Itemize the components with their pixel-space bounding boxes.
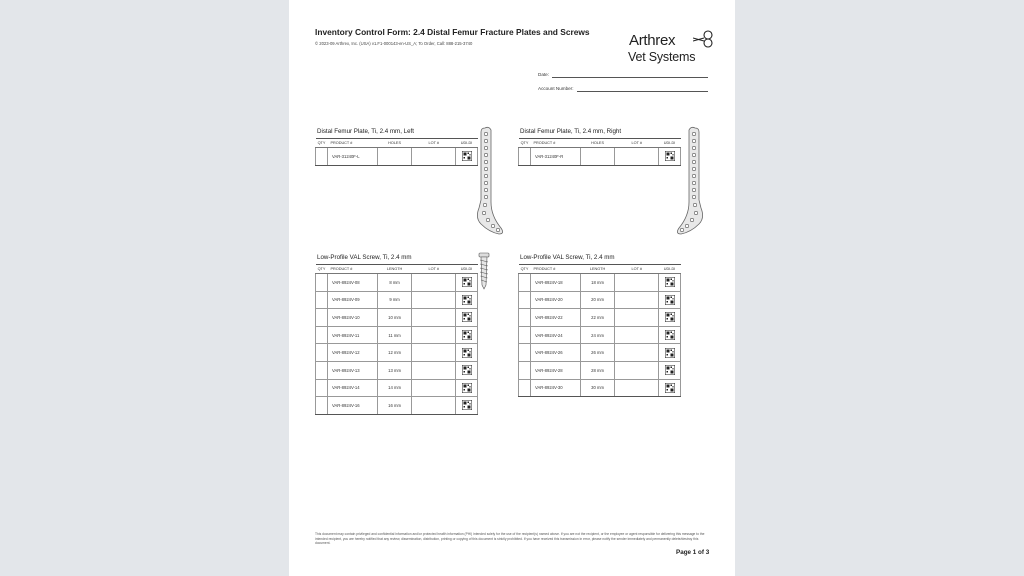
qty-input-cell[interactable] — [519, 361, 531, 379]
table-row — [316, 274, 478, 292]
product-number: VAR-31240F-R — [530, 148, 580, 166]
lot-input-cell[interactable] — [412, 309, 456, 327]
lot-input-cell[interactable] — [615, 148, 659, 166]
logo-wordmark: Arthrex — [629, 32, 676, 49]
lot-header: LOT # — [615, 139, 659, 148]
document-page — [289, 0, 735, 576]
qr-code-icon — [665, 312, 675, 322]
confidentiality-notice: This document may contain privileged and confidential information and/or protected health information (PHI) intended solely for the use of the recipient(s) named above. If you are not the recipient, or the employee or agent responsible for delivering this message to the intended recipient, you are hereby notified that any review, dissemination, distribution, printing or copying of this document is strictly prohibited. If you have received this transmission in error, please notify the sender immediately and permanently delete/destroy this document. — [315, 532, 705, 546]
table-row — [519, 291, 681, 309]
qr-code-icon — [462, 365, 472, 375]
length-cell: 14 mm — [377, 379, 412, 397]
length-cell: 26 mm — [580, 344, 615, 362]
qty-input-cell[interactable] — [316, 397, 328, 415]
section-title-plate-right: Distal Femur Plate, Ti, 2.4 mm, Right — [520, 128, 622, 135]
length-cell: 18 mm — [580, 274, 615, 292]
logo-subtitle: Vet Systems — [628, 50, 696, 64]
lot-input-cell[interactable] — [412, 397, 456, 415]
date-label: Date: — [538, 72, 549, 77]
scissors-icon — [693, 30, 715, 48]
plate-right-table — [518, 138, 681, 166]
qty-input-cell[interactable] — [316, 361, 328, 379]
length-cell: 12 mm — [377, 344, 412, 362]
udi-header: UDI-DI — [456, 265, 478, 274]
qr-code-icon — [462, 400, 472, 410]
section-title-plate-left: Distal Femur Plate, Ti, 2.4 mm, Left — [317, 128, 414, 135]
udi-cell — [659, 274, 681, 292]
lot-header: LOT # — [412, 139, 456, 148]
holes-cell — [377, 148, 412, 166]
product-number: VAR-8924V-11 — [327, 326, 377, 344]
qty-header: QTY — [519, 265, 531, 274]
account-number-field[interactable] — [577, 91, 708, 92]
distal-femur-plate-right-image — [669, 124, 711, 236]
length-cell: 13 mm — [377, 361, 412, 379]
screws-left-table — [315, 264, 478, 415]
lot-input-cell[interactable] — [615, 361, 659, 379]
val-screw-image — [477, 252, 491, 290]
length-cell: 16 mm — [377, 397, 412, 415]
qty-input-cell[interactable] — [316, 148, 328, 166]
qr-code-icon — [665, 348, 675, 358]
qty-input-cell[interactable] — [316, 291, 328, 309]
table-row — [519, 309, 681, 327]
lot-input-cell[interactable] — [615, 379, 659, 397]
lot-input-cell[interactable] — [615, 326, 659, 344]
table-row — [316, 397, 478, 415]
product-number: VAR-8924V-08 — [327, 274, 377, 292]
product-number: VAR-8924V-26 — [530, 344, 580, 362]
udi-cell — [659, 309, 681, 327]
table-row — [519, 326, 681, 344]
qty-header: QTY — [316, 139, 328, 148]
qty-header: QTY — [316, 265, 328, 274]
table-row — [519, 361, 681, 379]
qty-input-cell[interactable] — [519, 274, 531, 292]
qty-header: QTY — [519, 139, 531, 148]
lot-input-cell[interactable] — [615, 309, 659, 327]
udi-cell — [456, 361, 478, 379]
page-number: Page 1 of 3 — [676, 549, 710, 556]
product-header: PRODUCT # — [530, 265, 580, 274]
qty-input-cell[interactable] — [316, 274, 328, 292]
lot-input-cell[interactable] — [412, 344, 456, 362]
product-number: VAR-8924V-22 — [530, 309, 580, 327]
product-number: VAR-8924V-14 — [327, 379, 377, 397]
qr-code-icon — [665, 383, 675, 393]
product-number: VAR-8924V-30 — [530, 379, 580, 397]
table-row — [316, 326, 478, 344]
product-number: VAR-8924V-10 — [327, 309, 377, 327]
table-row — [316, 379, 478, 397]
qty-input-cell[interactable] — [519, 326, 531, 344]
plate-left-table — [315, 138, 478, 166]
qr-code-icon — [665, 330, 675, 340]
table-row — [316, 344, 478, 362]
holes-cell — [580, 148, 615, 166]
product-header: PRODUCT # — [327, 139, 377, 148]
lot-input-cell[interactable] — [412, 326, 456, 344]
account-number-label: Account Number: — [538, 86, 574, 91]
qty-input-cell[interactable] — [519, 379, 531, 397]
distal-femur-plate-left-image — [469, 124, 511, 236]
holes-header: HOLES — [580, 139, 615, 148]
product-number: VAR-8924V-20 — [530, 291, 580, 309]
length-cell: 28 mm — [580, 361, 615, 379]
lot-input-cell[interactable] — [615, 274, 659, 292]
table-row — [316, 361, 478, 379]
qty-input-cell[interactable] — [519, 309, 531, 327]
qty-input-cell[interactable] — [519, 291, 531, 309]
document-title: Inventory Control Form: 2.4 Distal Femur Fracture Plates and Screws — [315, 27, 590, 37]
holes-header: HOLES — [377, 139, 412, 148]
section-title-screws-right: Low-Profile VAL Screw, Ti, 2.4 mm — [520, 254, 615, 261]
qr-code-icon — [665, 365, 675, 375]
lot-input-cell[interactable] — [412, 274, 456, 292]
table-row — [519, 379, 681, 397]
table-row — [316, 291, 478, 309]
qr-code-icon — [462, 383, 472, 393]
length-cell: 30 mm — [580, 379, 615, 397]
qty-input-cell[interactable] — [316, 326, 328, 344]
product-number: VAR-8924V-24 — [530, 326, 580, 344]
table-row — [519, 148, 681, 166]
udi-cell — [659, 291, 681, 309]
length-cell: 8 mm — [377, 274, 412, 292]
product-number: VAR-8924V-28 — [530, 361, 580, 379]
lot-header: LOT # — [412, 265, 456, 274]
length-cell: 22 mm — [580, 309, 615, 327]
qr-code-icon — [462, 348, 472, 358]
udi-cell — [659, 326, 681, 344]
qty-input-cell[interactable] — [316, 344, 328, 362]
udi-header: UDI-DI — [659, 139, 681, 148]
date-field[interactable] — [552, 77, 708, 78]
qr-code-icon — [462, 277, 472, 287]
qr-code-icon — [665, 277, 675, 287]
length-cell: 11 mm — [377, 326, 412, 344]
document-subtitle: © 2023-09 Arthrex, Inc. (USA) v1.F1-000143-en-US_A; To Order, Call: 888-215-3740 — [315, 41, 473, 46]
udi-cell — [456, 326, 478, 344]
qr-code-icon — [462, 330, 472, 340]
udi-cell — [456, 379, 478, 397]
qty-input-cell[interactable] — [316, 379, 328, 397]
udi-cell — [456, 291, 478, 309]
udi-cell — [659, 361, 681, 379]
length-header: LENGTH — [377, 265, 412, 274]
qr-code-icon — [665, 295, 675, 305]
table-row — [316, 309, 478, 327]
lot-input-cell[interactable] — [412, 148, 456, 166]
lot-input-cell[interactable] — [412, 291, 456, 309]
udi-cell — [659, 379, 681, 397]
product-number: VAR-8924V-09 — [327, 291, 377, 309]
table-row — [519, 344, 681, 362]
product-number: VAR-8924V-13 — [327, 361, 377, 379]
udi-cell — [659, 344, 681, 362]
screws-right-table — [518, 264, 681, 397]
udi-cell — [456, 344, 478, 362]
udi-header: UDI-DI — [659, 265, 681, 274]
length-header: LENGTH — [580, 265, 615, 274]
qty-input-cell[interactable] — [316, 309, 328, 327]
udi-cell — [456, 309, 478, 327]
lot-input-cell[interactable] — [412, 379, 456, 397]
section-title-screws-left: Low-Profile VAL Screw, Ti, 2.4 mm — [317, 254, 412, 261]
qty-input-cell[interactable] — [519, 344, 531, 362]
length-cell: 24 mm — [580, 326, 615, 344]
product-number: VAR-8924V-12 — [327, 344, 377, 362]
product-header: PRODUCT # — [530, 139, 580, 148]
udi-cell — [456, 397, 478, 415]
qty-input-cell[interactable] — [519, 148, 531, 166]
table-row — [519, 274, 681, 292]
product-header: PRODUCT # — [327, 265, 377, 274]
product-number: VAR-31240F-L — [327, 148, 377, 166]
arthrex-vet-logo — [627, 30, 717, 66]
length-cell: 9 mm — [377, 291, 412, 309]
udi-cell — [456, 274, 478, 292]
qr-code-icon — [462, 312, 472, 322]
udi-header: UDI-DI — [456, 139, 478, 148]
length-cell: 20 mm — [580, 291, 615, 309]
lot-input-cell[interactable] — [615, 291, 659, 309]
lot-input-cell[interactable] — [615, 344, 659, 362]
product-number: VAR-8924V-18 — [530, 274, 580, 292]
qr-code-icon — [462, 295, 472, 305]
lot-header: LOT # — [615, 265, 659, 274]
table-row — [316, 148, 478, 166]
lot-input-cell[interactable] — [412, 361, 456, 379]
product-number: VAR-8924V-16 — [327, 397, 377, 415]
length-cell: 10 mm — [377, 309, 412, 327]
